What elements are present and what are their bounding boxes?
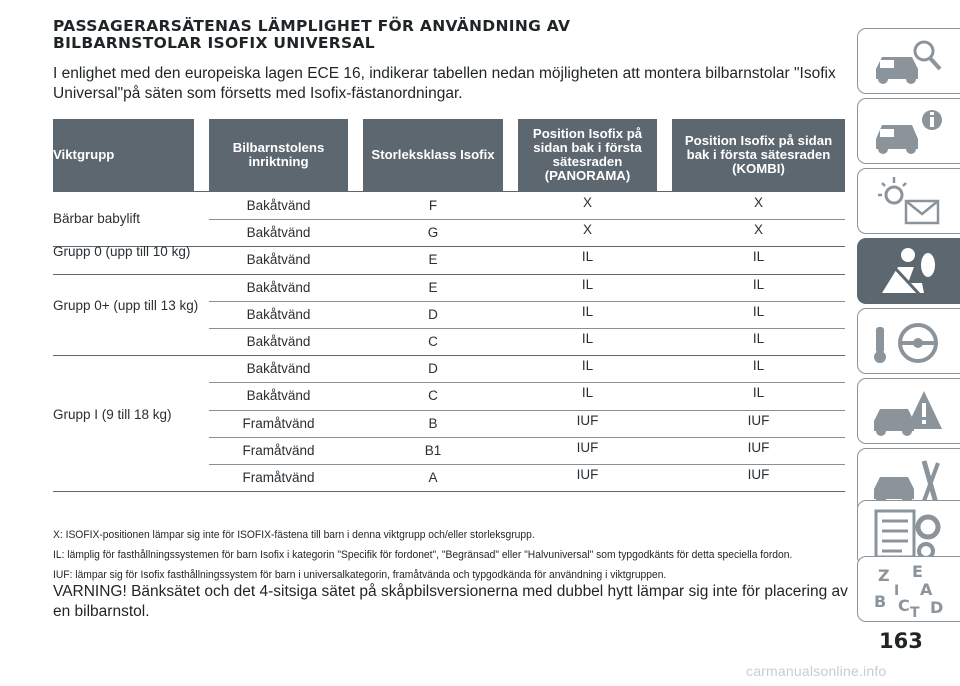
page-number: 163	[879, 629, 923, 653]
cell-size: D	[428, 361, 438, 377]
seatbelt-airbag-icon	[868, 243, 948, 301]
cell-kombi: IL	[752, 331, 765, 346]
group-name: Bärbar babylift	[53, 211, 141, 227]
warning-lights-message-icon	[868, 173, 948, 231]
svg-text:C: C	[898, 596, 910, 615]
table-row	[53, 328, 845, 355]
cell-size: G	[427, 225, 439, 241]
heading-line-2: BILBARNSTOLAR ISOFIX UNIVERSAL	[53, 34, 375, 52]
car-search-icon	[868, 33, 948, 91]
cell-kombi: X	[753, 195, 763, 210]
chapter-tab-starting-driving[interactable]	[857, 308, 960, 374]
cell-kombi: IL	[752, 249, 765, 265]
cell-size: F	[428, 198, 438, 213]
cell-size: B1	[424, 442, 442, 458]
cell-panorama: IL	[581, 331, 594, 346]
section-heading	[53, 18, 843, 52]
cell-kombi: IUF	[747, 412, 770, 428]
chapter-tab-car-search[interactable]	[857, 28, 960, 94]
svg-text:B: B	[874, 592, 887, 611]
cell-orientation: Framåtvänd	[242, 442, 315, 458]
cell-size: D	[428, 306, 438, 322]
svg-text:I: I	[894, 583, 900, 599]
cell-orientation: Framåtvänd	[242, 415, 315, 431]
car-breakdown-icon	[868, 383, 948, 441]
warning-paragraph: VARNING! Bänksätet och det 4-sitsiga sätet på skåpbilsversionerna med dubbel hytt lämpar sig inte för placering av en bilbarnstol.	[53, 583, 848, 620]
cell-orientation: Bakåtvänd	[246, 388, 311, 404]
group-name: Grupp 0 (upp till 10 kg)	[53, 244, 191, 259]
cell-panorama: X	[582, 222, 592, 238]
cell-orientation: Framåtvänd	[242, 470, 315, 485]
cell-panorama: IUF	[576, 467, 599, 482]
svg-text:E: E	[912, 562, 923, 581]
cell-size: E	[428, 279, 438, 295]
header-kombi: Position Isofix på sidan bak i första sätesraden (KOMBI)	[672, 119, 845, 191]
svg-text:T: T	[910, 605, 920, 619]
cell-kombi: IL	[752, 385, 765, 401]
table-row	[53, 355, 845, 382]
table-row	[53, 437, 845, 464]
cell-kombi: IL	[752, 303, 765, 319]
cell-panorama: IL	[581, 249, 594, 265]
key-steering-wheel-icon	[868, 313, 948, 371]
cell-orientation: Bakåtvänd	[246, 334, 311, 349]
chapter-tab-emergency[interactable]	[857, 378, 960, 444]
header-panorama: Position Isofix på sidan bak i första sätesraden (PANORAMA)	[518, 119, 657, 191]
cell-size: C	[428, 388, 438, 404]
chapter-tab-index[interactable]	[857, 556, 960, 622]
table-row	[53, 382, 845, 409]
cell-kombi: IL	[752, 358, 765, 374]
cell-size: E	[428, 252, 438, 268]
cell-kombi: X	[753, 222, 763, 238]
chapter-tab-car-info[interactable]	[857, 98, 960, 164]
cell-size: A	[428, 470, 438, 485]
cell-panorama: X	[582, 195, 592, 210]
cell-orientation: Bakåtvänd	[246, 279, 311, 295]
group-divider	[53, 491, 845, 492]
cell-kombi: IUF	[747, 439, 770, 455]
cell-orientation: Bakåtvänd	[246, 198, 311, 213]
note-iuf: IUF: lämpar sig för Isofix fasthållningssystem för barn i universalkategorin, framåtvända och typgodkända för användning i viktgruppen.	[53, 569, 667, 581]
header-viktgrupp: Viktgrupp	[53, 119, 194, 191]
watermark: carmanualsonline.info	[746, 663, 887, 679]
cell-orientation: Bakåtvänd	[246, 225, 311, 241]
cell-panorama: IUF	[576, 439, 599, 455]
group-name: Grupp I (9 till 18 kg)	[53, 407, 172, 423]
svg-text:D: D	[930, 598, 944, 617]
intro-paragraph: I enlighet med den europeiska lagen ECE 16, indikerar tabellen nedan möjligheten att montera bilbarnstolar "Isofix Universal"på säten som försetts med Isofix-fästanordningar.	[53, 65, 836, 102]
legend-notes	[53, 525, 793, 585]
header-inriktning: Bilbarnstolens inriktning	[209, 119, 348, 191]
cell-kombi: IL	[752, 276, 765, 292]
table-row	[53, 464, 845, 491]
cell-panorama: IL	[581, 276, 594, 292]
car-info-icon	[868, 103, 948, 161]
alphabetical-index-icon	[868, 561, 948, 619]
chapter-tab-warning-lights[interactable]	[857, 168, 960, 234]
cell-panorama: IL	[581, 358, 594, 374]
heading-line-1: PASSAGERARSÄTENAS LÄMPLIGHET FÖR ANVÄNDNING AV	[53, 17, 571, 35]
technical-data-gear-icon	[868, 505, 948, 563]
cell-panorama: IL	[581, 303, 594, 319]
cell-panorama: IL	[581, 385, 594, 401]
cell-panorama: IUF	[576, 412, 599, 428]
cell-orientation: Bakåtvänd	[246, 306, 311, 322]
table-header-row	[53, 119, 845, 191]
cell-size: B	[428, 415, 438, 431]
table-row	[53, 274, 845, 301]
cell-kombi: IUF	[747, 467, 770, 482]
cell-size: C	[428, 334, 438, 349]
note-il: IL: lämplig för fasthållningssystemen för barn Isofix i kategorin "Specifik för fordonet", "Begränsad" eller "Halvuniversal" som typgodkänts för detta speciella fordon.	[53, 549, 793, 561]
group-name: Grupp 0+ (upp till 13 kg)	[53, 298, 199, 314]
svg-text:Z: Z	[878, 566, 890, 585]
header-storleksklass: Storleksklass Isofix	[363, 119, 503, 191]
note-x: X: ISOFIX-positionen lämpar sig inte för ISOFIX-fästena till barn i denna viktgrupp och/eller storleksgrupp.	[53, 529, 535, 541]
cell-orientation: Bakåtvänd	[246, 361, 311, 377]
chapter-tab-safety[interactable]	[857, 238, 960, 304]
svg-text:A: A	[920, 580, 933, 599]
cell-orientation: Bakåtvänd	[246, 252, 311, 268]
isofix-table	[53, 119, 845, 485]
